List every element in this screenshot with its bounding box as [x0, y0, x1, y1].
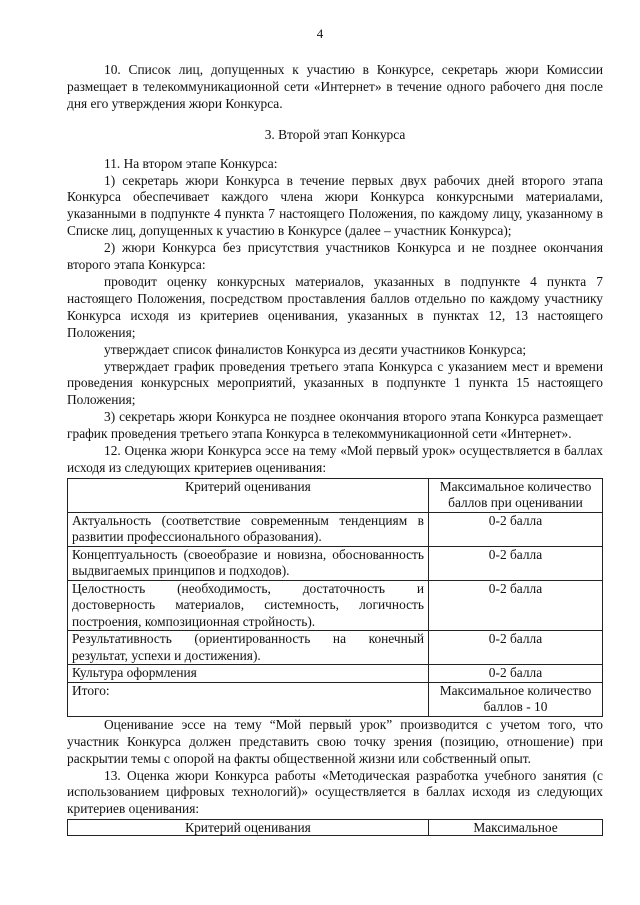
- section-title: 3. Второй этап Конкурса: [264, 126, 406, 142]
- score-cell: 0-2 балла: [429, 665, 603, 683]
- criteria-table-method: [67, 819, 603, 836]
- criterion-cell: Культура оформления: [68, 665, 429, 683]
- table-row: [68, 512, 603, 546]
- paragraph-11-item-1: 1) секретарь жюри Конкурса в течение первых двух рабочих дней второго этапа Конкурса обеспечивает каждого члена жюри Конкурса конкурсными материалами, указанными в подпункте 4 пункта 7 настоящего Положения, по каждому лицу, указанному в Списке лиц, допущенных к участию в Конкурсе (далее – участник Конкурса);: [67, 172, 603, 239]
- criterion-cell: Целостность (необходимость, достаточность и достоверность материалов, системность, логичность построения, композиционная стройность).: [68, 580, 429, 631]
- paragraph-11-item-2a: проводит оценку конкурсных материалов, указанных в подпункте 4 пункта 7 настоящего Положения, посредством проставления баллов отдельно по каждому участнику Конкурса исходя из критериев оценивания, указанных в пунктах 12, 13 настоящего Положения;: [67, 273, 603, 340]
- score-cell: 0-2 балла: [429, 580, 603, 631]
- paragraph-11-intro: 11. На втором этапе Конкурса:: [104, 155, 278, 171]
- paragraph-essay-note: Оценивание эссе на тему “Мой первый урок” производится с учетом того, что участник Конкурса должен представить свою точку зрения (позицию, отношение) при раскрытии темы с опорой на факты общественной жизни или собственный опыт.: [67, 716, 603, 766]
- paragraph-12: 12. Оценка жюри Конкурса эссе на тему «Мой первый урок» осуществляется в баллах исходя из следующих критериев оценивания:: [67, 443, 603, 475]
- header-criterion: Критерий оценивания: [68, 820, 429, 836]
- table-row: [68, 546, 603, 580]
- score-cell: 0-2 балла: [429, 631, 603, 665]
- score-cell: 0-2 балла: [429, 512, 603, 546]
- table-row: [68, 665, 603, 683]
- table-header-row: [68, 478, 603, 512]
- page-number: 4: [316, 26, 324, 41]
- paragraph-10: 10. Список лиц, допущенных к участию в Конкурсе, секретарь жюри Комиссии размещает в телекоммуникационной сети «Интернет» в течение одного рабочего дня после дня его утверждения жюри Конкурса.: [67, 62, 603, 111]
- header-criterion: Критерий оценивания: [68, 478, 429, 512]
- paragraph-11-item-3: 3) секретарь жюри Конкурса не позднее окончания второго этапа Конкурса размещает график проведения третьего этапа Конкурса в телекоммуникационной сети «Интернет».: [67, 409, 603, 442]
- criterion-cell: Результативность (ориентированность на конечный результат, успехи и достижения).: [68, 631, 429, 665]
- table-row: [68, 631, 603, 665]
- table-row: [68, 580, 603, 631]
- criterion-cell: Концептуальность (своеобразие и новизна, обоснованность выдвигаемых принципов и подходов).: [68, 546, 429, 580]
- paragraph-11-item-2c: утверждает график проведения третьего этапа Конкурса с указанием мест и времени проведения конкурсных мероприятий, указанных в подпункте 1 пункта 15 настоящего Положения;: [67, 358, 603, 408]
- table-header-row: [68, 820, 603, 836]
- paragraph-11-item-2: 2) жюри Конкурса без присутствия участников Конкурса и не позднее окончания второго этапа Конкурса:: [67, 240, 603, 273]
- document-body: [67, 62, 603, 836]
- total-value: Максимальное количество баллов - 10: [429, 682, 603, 716]
- table-total-row: [68, 682, 603, 716]
- score-cell: 0-2 балла: [429, 546, 603, 580]
- criterion-cell: Актуальность (соответствие современным тенденциям в развитии профессионального образования).: [68, 512, 429, 546]
- paragraph-13: 13. Оценка жюри Конкурса работы «Методическая разработка учебного занятия (с использованием цифровых технологий)» осуществляется в баллах исходя из следующих критериев оценивания:: [67, 767, 603, 817]
- header-max-score: Максимальное: [429, 820, 603, 836]
- total-label: Итого:: [68, 682, 429, 716]
- header-max-score: Максимальное количество баллов при оценивании: [429, 478, 603, 512]
- paragraph-11-item-2b: утверждает список финалистов Конкурса из десяти участников Конкурса;: [104, 341, 527, 357]
- criteria-table-essay: [67, 478, 603, 717]
